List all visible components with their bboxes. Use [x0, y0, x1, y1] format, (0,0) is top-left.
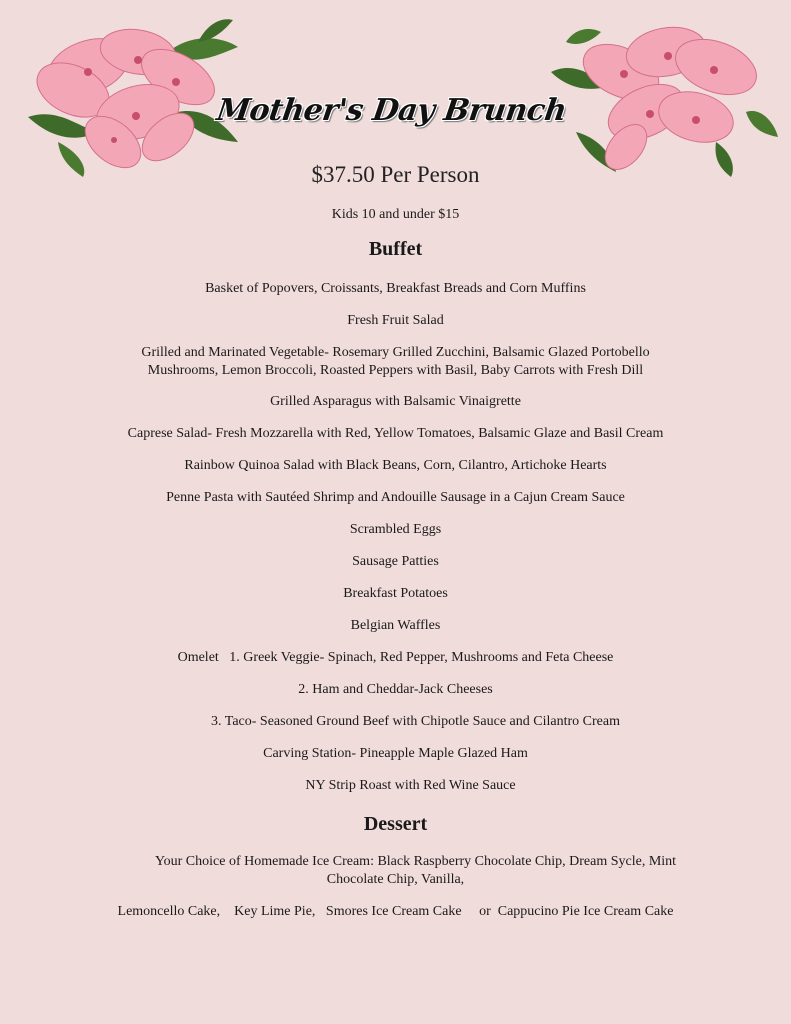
list-item: Omelet 1. Greek Veggie- Spinach, Red Pepper, Mushrooms and Feta Cheese	[177, 650, 614, 665]
price-per-person: $37.50 Per Person	[311, 162, 480, 187]
list-item: Sausage Patties	[352, 554, 439, 569]
dessert-heading: Dessert	[363, 813, 428, 835]
list-item: Carving Station- Pineapple Maple Glazed Ham	[263, 746, 528, 761]
buffet-list	[0, 280, 791, 809]
list-item: Penne Pasta with Sautéed Shrimp and Andouille Sausage in a Cajun Cream Sauce	[166, 490, 625, 505]
list-item: Belgian Waffles	[350, 618, 441, 633]
list-item: 3. Taco- Seasoned Ground Beef with Chipotle Sauce and Cilantro Cream	[211, 714, 620, 729]
list-item: Grilled Asparagus with Balsamic Vinaigrette	[270, 394, 521, 409]
list-item: Basket of Popovers, Croissants, Breakfast Breads and Corn Muffins	[205, 281, 586, 296]
list-item: Scrambled Eggs	[349, 522, 442, 537]
buffet-heading: Buffet	[368, 238, 423, 260]
list-item: Mushrooms, Lemon Broccoli, Roasted Peppers with Basil, Baby Carrots with Fresh Dill	[147, 363, 644, 378]
list-item: Lemoncello Cake, Key Lime Pie, Smores Ice Cream Cake or Cappucino Pie Ice Cream Cake	[117, 904, 674, 919]
list-item: Fresh Fruit Salad	[347, 313, 444, 328]
list-item: Grilled and Marinated Vegetable- Rosemary Grilled Zucchini, Balsamic Glazed Portobello	[141, 345, 650, 360]
list-item: Chocolate Chip, Vanilla,	[326, 872, 465, 887]
list-item: Caprese Salad- Fresh Mozzarella with Red, Yellow Tomatoes, Balsamic Glaze and Basil Cream	[127, 426, 664, 441]
list-item: NY Strip Roast with Red Wine Sauce	[305, 778, 516, 793]
page-title: Mother's Day Brunch	[214, 93, 569, 128]
kids-price: Kids 10 and under $15	[331, 207, 460, 222]
dessert-list	[0, 853, 791, 935]
list-item: Rainbow Quinoa Salad with Black Beans, Corn, Cilantro, Artichoke Hearts	[184, 458, 607, 473]
list-item: 2. Ham and Cheddar-Jack Cheeses	[298, 682, 493, 697]
list-item: Your Choice of Homemade Ice Cream: Black Raspberry Chocolate Chip, Dream Sycle, Mint	[154, 854, 677, 869]
list-item: Breakfast Potatoes	[343, 586, 448, 601]
